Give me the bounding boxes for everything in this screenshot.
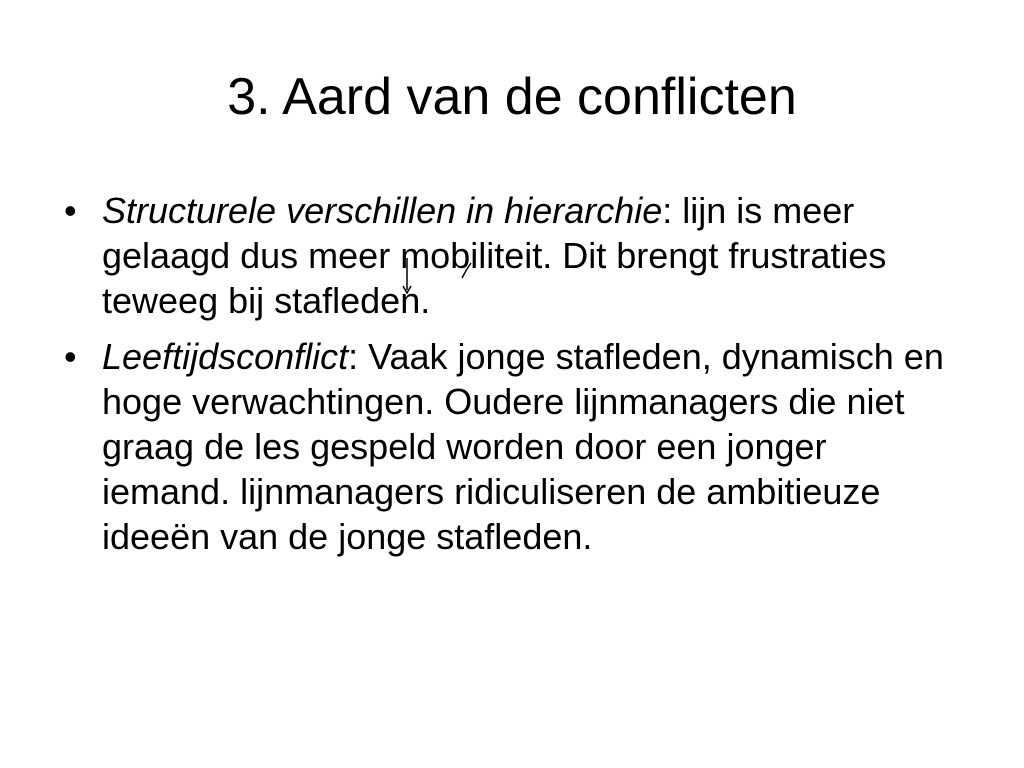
slide-title: 3. Aard van de conflicten [227, 68, 797, 126]
bullet-term: Structurele verschillen in hierarchie [102, 190, 663, 231]
bullet-marker: • [64, 336, 77, 377]
bullet-list [60, 188, 960, 570]
bullet-text: : lijn is meer gelaagd dus meer mobiliteit. Dit brengt frustraties teweeg bij stafleden. [102, 190, 887, 321]
bullet-item-hierarchy [60, 188, 960, 323]
bullet-text: : Vaak jonge stafleden, dynamisch en hoge verwachtingen. Oudere lijnmanagers die niet graag de les gespeld worden door een jonger iemand. lijnmanagers ridiculiseren de ambitieuze ideeën van de jonge stafleden. [102, 336, 944, 557]
bullet-item-age-conflict [60, 334, 960, 559]
bullet-term: Leeftijdsconflict [102, 336, 349, 377]
bullet-marker: • [64, 190, 77, 231]
